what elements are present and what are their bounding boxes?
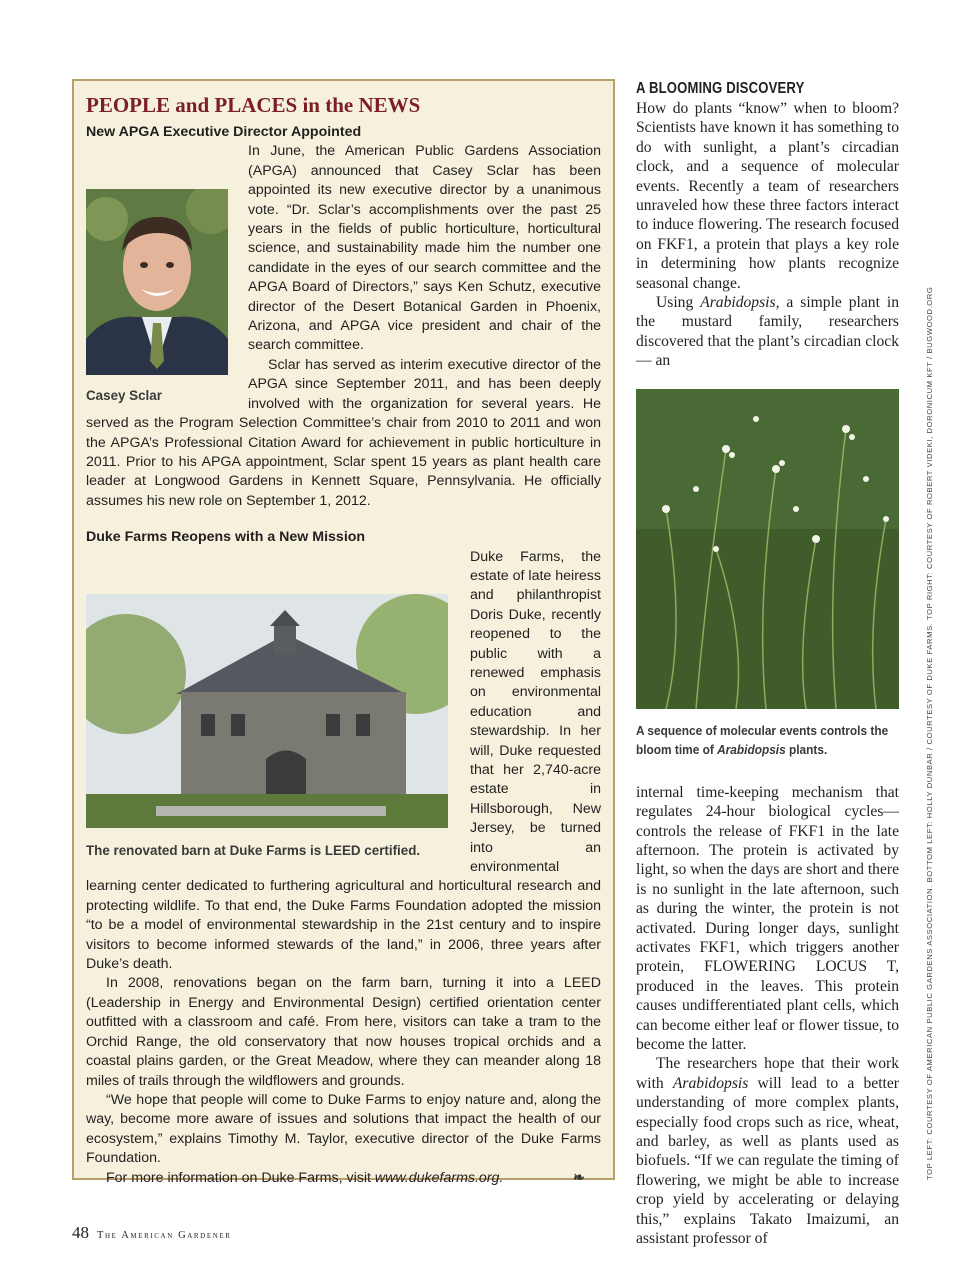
blooming-paragraph-2 <box>636 293 899 371</box>
article1-paragraph-1: In June, the American Public Gardens Association (APGA) announced that Casey Sclar has been appointed its new executive director by a unanimous vote. “Dr. Sclar’s accomplishments over the past 25 years in the fields of public horticulture, horticultural science, and sustainability made him the number one candidate in the eyes of our search committee and the APGA Board of Directors,” says Ken Schutz, executive director of the Desert Botanical Garden in Phoenix, Arizona, and APGA vice president and chair of the search committee. <box>248 143 601 354</box>
article2-paragraph-1: Duke Farms, the estate of late heiress and philanthropist Doris Duke, recently reopened to the public with a renewed emphasis on environmental education and stewardship. In her will, Duke requested that her 2,740-acre estate in Hillsborough, New Jersey, be turned into an environmental learning center dedicated to furthering agricultural and horticultural research and protecting wildlife. To that end, the Duke Farms Foundation adopted the mission “to be a model of environmental stewardship in the 21st century and to inspire visitors to become informed stewards of the land,” in 2006, three years after Duke’s death. <box>86 548 601 973</box>
caption-c: plants. <box>785 741 828 757</box>
portrait-illustration <box>86 189 228 375</box>
p4-italic: Arabidopsis <box>672 1074 749 1092</box>
sidebar-title: PEOPLE and PLACES in the NEWS <box>86 93 421 117</box>
duke-farms-website-link[interactable]: www.dukefarms.org. <box>374 1169 504 1186</box>
article1-body <box>86 142 601 511</box>
article2-body <box>86 548 601 1188</box>
article2-paragraph-4 <box>86 1169 601 1188</box>
arabidopsis-illustration <box>636 389 899 709</box>
duke-farms-caption: The renovated barn at Duke Farms is LEED certified. <box>86 842 421 858</box>
p2-italic: Arabidopsis, <box>700 294 780 312</box>
arabidopsis-caption <box>636 721 897 759</box>
article2-paragraph-3: “We hope that people will come to Duke Farms to enjoy nature and, along the way, become more aware of issues and solutions that impact the health of our ecosystem,” explains Timothy M. Taylor, executive director of the Duke Farms Foundation. <box>86 1091 601 1167</box>
blooming-discovery-column <box>636 79 899 1248</box>
casey-sclar-caption: Casey Sclar <box>86 388 162 404</box>
article2-paragraph-2: In 2008, renovations began on the farm barn, turning it into a LEED (Leadership in Energy and Environmental Design) certified orientation center outfitted with a classroom and café. From here, visitors can take a tram to the Orchid Range, the old conservatory that now houses tropical orchids and a coastal plains garden, or the Great Meadow, where they can meander along 18 miles of trails through the wildflowers and grounds. <box>86 975 601 1089</box>
photo-credit: TOP LEFT: COURTESY OF AMERICAN PUBLIC GARDENS ASSOCIATION. BOTTOM LEFT: HOLLY DUNBAR / COURTESY OF DUKE FARMS. TOP RIGHT: COURTESY OF ROBERT VIDEKI, DORONICUM KFT / BUGWOOD.ORG <box>925 286 934 1180</box>
p2-rest: a simple plant in the mustard family, researchers discovered that the plant’s circadian clock— an <box>636 294 899 370</box>
p2-lead: Using <box>656 294 701 312</box>
blooming-paragraph-3: internal time-keeping mechanism that regulates 24-hour biological cycles—controls the release of FKF1 in the late afternoon. The protein is activated by light, so when the days are short and there is no sunlight in the late afternoon, such as during the winter, the protein is not activated. During longer days, sunlight activates FKF1, which triggers another protein, FLOWERING LOCUS T, produced in the leaves. This protein causes undifferentiated plant cells, which can become either leaf or flower tissue, to become the latter. <box>636 783 899 1053</box>
caption-italic: Arabidopsis <box>717 741 786 757</box>
blooming-paragraph-1: How do plants “know” when to bloom? Scientists have known it has something to do with sunlight, a plant’s circadian clock, and a sequence of molecular events. Recently a team of researchers unraveled how these three factors interact to induce flowering. The research focused on FKF1, a protein that plays a key role in determining how plants recognize seasonal change. <box>636 100 899 292</box>
page-footer <box>72 1223 232 1243</box>
duke-farms-barn-photo <box>86 594 448 828</box>
blooming-paragraph-4 <box>636 1054 899 1248</box>
casey-sclar-figure <box>86 189 238 405</box>
blooming-discovery-heading: A BLOOMING DISCOVERY <box>636 80 805 97</box>
duke-farms-figure <box>86 594 458 860</box>
barn-illustration <box>86 594 448 828</box>
article1-paragraph-2: Sclar has served as interim executive director of the APGA since September 2011, and has been deeply involved with the organization for several years. He served as the Program Selection Committee’s chair from 2010 to 2011 and won the APGA’s Professional Citation Award for achievement in public horticulture in 2011. Prior to his APGA appointment, Sclar spent 15 years as plant health care leader at Longwood Gardens in Kennett Square, Pennsylvania. He officially assumes his new role on September 1, 2012. <box>86 356 601 509</box>
casey-sclar-photo <box>86 189 228 375</box>
magazine-name: The American Gardener <box>97 1230 232 1241</box>
arabidopsis-photo <box>636 389 899 709</box>
p4-lead: The researchers hope that their work with <box>636 1055 899 1092</box>
caption-a: A sequence of molecular events controls the bloom time of <box>636 722 889 757</box>
more-info-text: For more information on Duke Farms, visit <box>106 1169 375 1186</box>
end-mark-icon: ❧ <box>573 1169 585 1186</box>
article1-heading: New APGA Executive Director Appointed <box>86 124 362 140</box>
p4-rest: will lead to a better understanding of more complex plants, especially food crops such as rice, wheat, and barley, as well as plants used as biofuels. “If we can regulate the timing of flowering, we might be able to increase crop yield by accelerating or delaying this,” explains Takato Imaizumi, an assistant professor of <box>636 1074 899 1248</box>
page-number: 48 <box>72 1223 89 1242</box>
news-sidebar-box <box>72 79 615 1186</box>
article2-heading: Duke Farms Reopens with a New Mission <box>86 529 366 546</box>
